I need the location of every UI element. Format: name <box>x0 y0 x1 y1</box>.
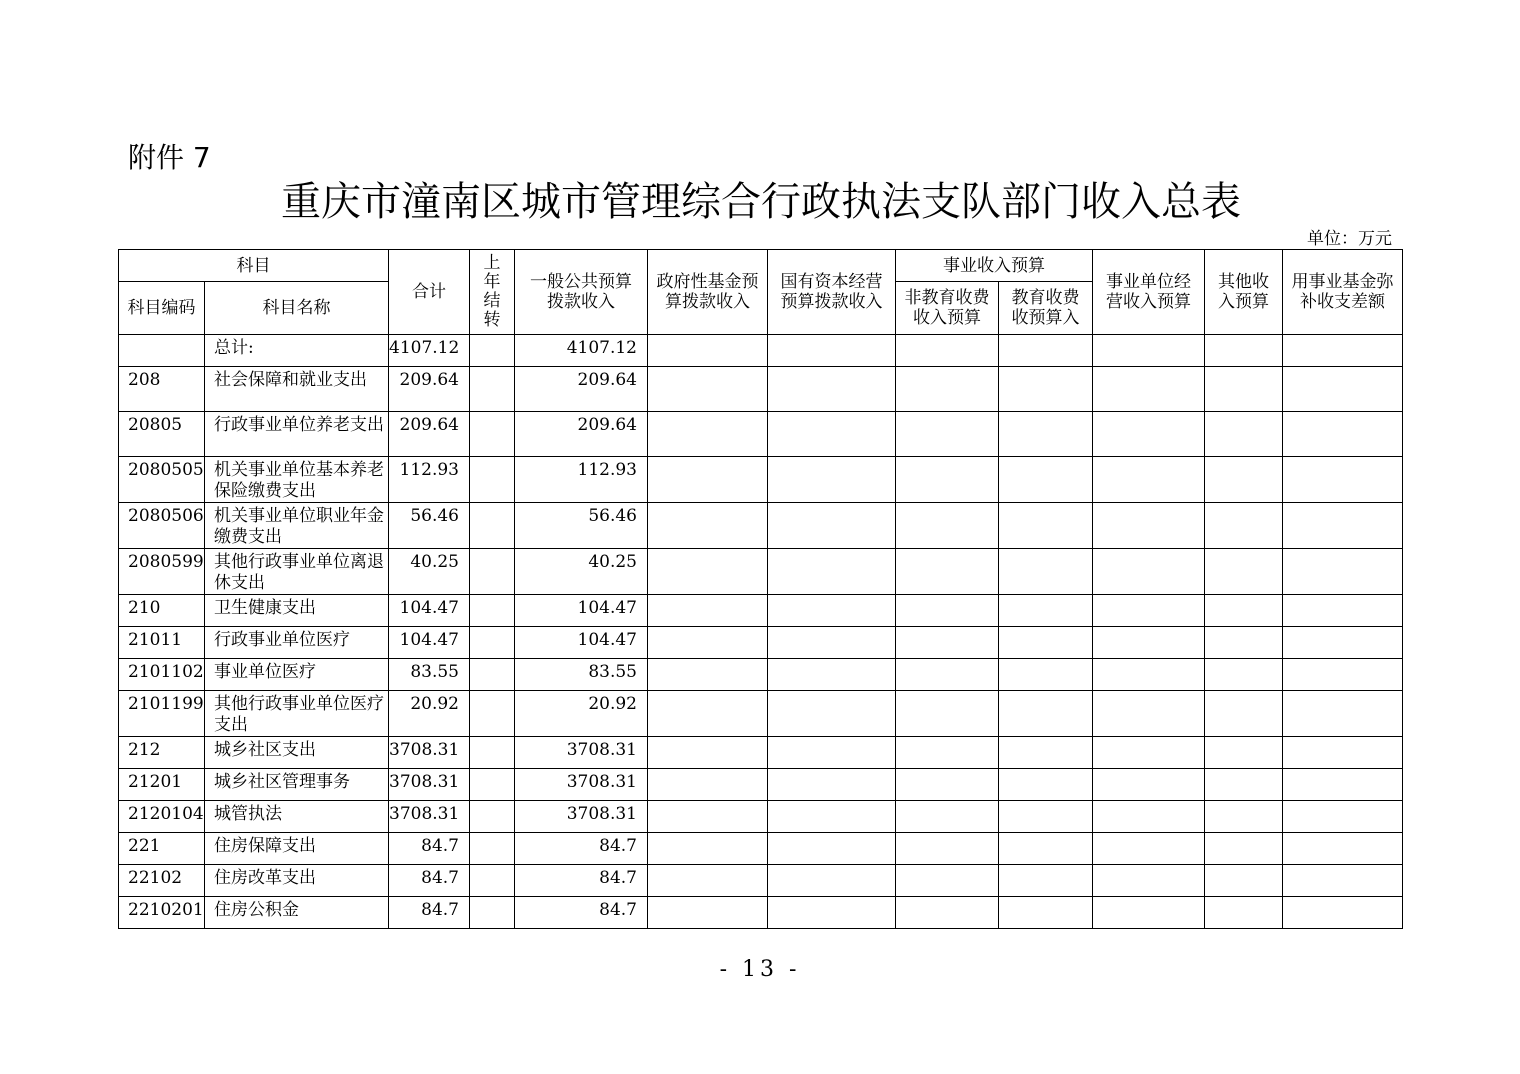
table-row <box>119 335 1403 367</box>
cell-name: 城管执法 <box>205 801 389 833</box>
header-subject: 科目 <box>119 250 389 282</box>
header-general-public-budget: 一般公共预算 拨款收入 <box>515 250 648 335</box>
cell-general-budget: 3708.31 <box>515 737 648 769</box>
cell-general-budget: 84.7 <box>515 897 648 929</box>
header-subject-name: 科目名称 <box>205 282 389 335</box>
cell-general-budget: 20.92 <box>515 691 648 737</box>
cell-name: 机关事业单位职业年金缴费支出 <box>205 503 389 549</box>
cell-name: 总计: <box>205 335 389 367</box>
cell-name: 机关事业单位基本养老保险缴费支出 <box>205 457 389 503</box>
cell-code: 2080599 <box>119 549 205 595</box>
document-title: 重庆市潼南区城市管理综合行政执法支队部门收入总表 <box>281 179 1241 225</box>
cell-name: 住房公积金 <box>205 897 389 929</box>
cell-general-budget: 104.47 <box>515 595 648 627</box>
cell-name: 城乡社区管理事务 <box>205 769 389 801</box>
table-row <box>119 659 1403 691</box>
cell-code: 20805 <box>119 412 205 457</box>
cell-total: 4107.12 <box>389 335 470 367</box>
cell-total: 56.46 <box>389 503 470 549</box>
unit-label: 单位：万元 <box>1307 229 1392 249</box>
cell-name: 住房保障支出 <box>205 833 389 865</box>
cell-general-budget: 3708.31 <box>515 769 648 801</box>
cell-name: 社会保障和就业支出 <box>205 367 389 412</box>
cell-total: 20.92 <box>389 691 470 737</box>
header-state-capital-budget: 国有资本经营 预算拨款收入 <box>768 250 896 335</box>
header-institution-operating: 事业单位经 营收入预算 <box>1093 250 1205 335</box>
attachment-label: 附件 7 <box>128 141 211 174</box>
cell-total: 112.93 <box>389 457 470 503</box>
cell-code: 22102 <box>119 865 205 897</box>
table-row <box>119 769 1403 801</box>
cell-name: 其他行政事业单位医疗支出 <box>205 691 389 737</box>
cell-total: 40.25 <box>389 549 470 595</box>
table-row <box>119 897 1403 929</box>
cell-code <box>119 335 205 367</box>
cell-general-budget: 83.55 <box>515 659 648 691</box>
cell-name: 住房改革支出 <box>205 865 389 897</box>
cell-name: 城乡社区支出 <box>205 737 389 769</box>
header-education-fee: 教育收费 收预算入 <box>999 282 1093 335</box>
cell-general-budget: 209.64 <box>515 412 648 457</box>
cell-name: 行政事业单位养老支出 <box>205 412 389 457</box>
table-row <box>119 367 1403 412</box>
cell-code: 21011 <box>119 627 205 659</box>
table-row <box>119 627 1403 659</box>
header-gov-fund-budget: 政府性基金预 算拨款收入 <box>648 250 768 335</box>
header-subject-code: 科目编码 <box>119 282 205 335</box>
header-institution-fund-offset: 用事业基金弥 补收支差额 <box>1283 250 1403 335</box>
cell-code: 2101199 <box>119 691 205 737</box>
cell-code: 208 <box>119 367 205 412</box>
table-row <box>119 865 1403 897</box>
cell-code: 221 <box>119 833 205 865</box>
cell-general-budget: 40.25 <box>515 549 648 595</box>
table-row <box>119 691 1403 737</box>
income-summary-table <box>118 249 1403 929</box>
cell-total: 104.47 <box>389 595 470 627</box>
cell-code: 2210201 <box>119 897 205 929</box>
cell-code: 2120104 <box>119 801 205 833</box>
header-total: 合计 <box>389 250 470 335</box>
table-row <box>119 457 1403 503</box>
header-non-education-fee: 非教育收费 收入预算 <box>896 282 999 335</box>
cell-general-budget: 104.47 <box>515 627 648 659</box>
cell-code: 2080505 <box>119 457 205 503</box>
header-prev-year-carryover: 上 年 结 转 <box>470 250 515 335</box>
cell-total: 104.47 <box>389 627 470 659</box>
header-institution-income-budget: 事业收入预算 <box>896 250 1093 282</box>
cell-total: 3708.31 <box>389 769 470 801</box>
cell-general-budget: 209.64 <box>515 367 648 412</box>
table-row <box>119 503 1403 549</box>
cell-general-budget: 84.7 <box>515 833 648 865</box>
table-row <box>119 833 1403 865</box>
table-row <box>119 737 1403 769</box>
cell-code: 2080506 <box>119 503 205 549</box>
cell-total: 83.55 <box>389 659 470 691</box>
table-row <box>119 549 1403 595</box>
cell-total: 3708.31 <box>389 801 470 833</box>
cell-name: 行政事业单位医疗 <box>205 627 389 659</box>
cell-general-budget: 3708.31 <box>515 801 648 833</box>
table-row <box>119 801 1403 833</box>
cell-total: 84.7 <box>389 833 470 865</box>
cell-total: 84.7 <box>389 897 470 929</box>
cell-name: 其他行政事业单位离退休支出 <box>205 549 389 595</box>
header-other-income: 其他收 入预算 <box>1205 250 1283 335</box>
table-row <box>119 595 1403 627</box>
cell-general-budget: 4107.12 <box>515 335 648 367</box>
table-row <box>119 412 1403 457</box>
cell-code: 212 <box>119 737 205 769</box>
cell-total: 84.7 <box>389 865 470 897</box>
cell-general-budget: 112.93 <box>515 457 648 503</box>
cell-general-budget: 56.46 <box>515 503 648 549</box>
cell-total: 3708.31 <box>389 737 470 769</box>
cell-total: 209.64 <box>389 412 470 457</box>
cell-general-budget: 84.7 <box>515 865 648 897</box>
cell-name: 事业单位医疗 <box>205 659 389 691</box>
page-number: - 13 - <box>719 957 801 982</box>
cell-code: 21201 <box>119 769 205 801</box>
cell-code: 210 <box>119 595 205 627</box>
cell-code: 2101102 <box>119 659 205 691</box>
cell-name: 卫生健康支出 <box>205 595 389 627</box>
cell-total: 209.64 <box>389 367 470 412</box>
